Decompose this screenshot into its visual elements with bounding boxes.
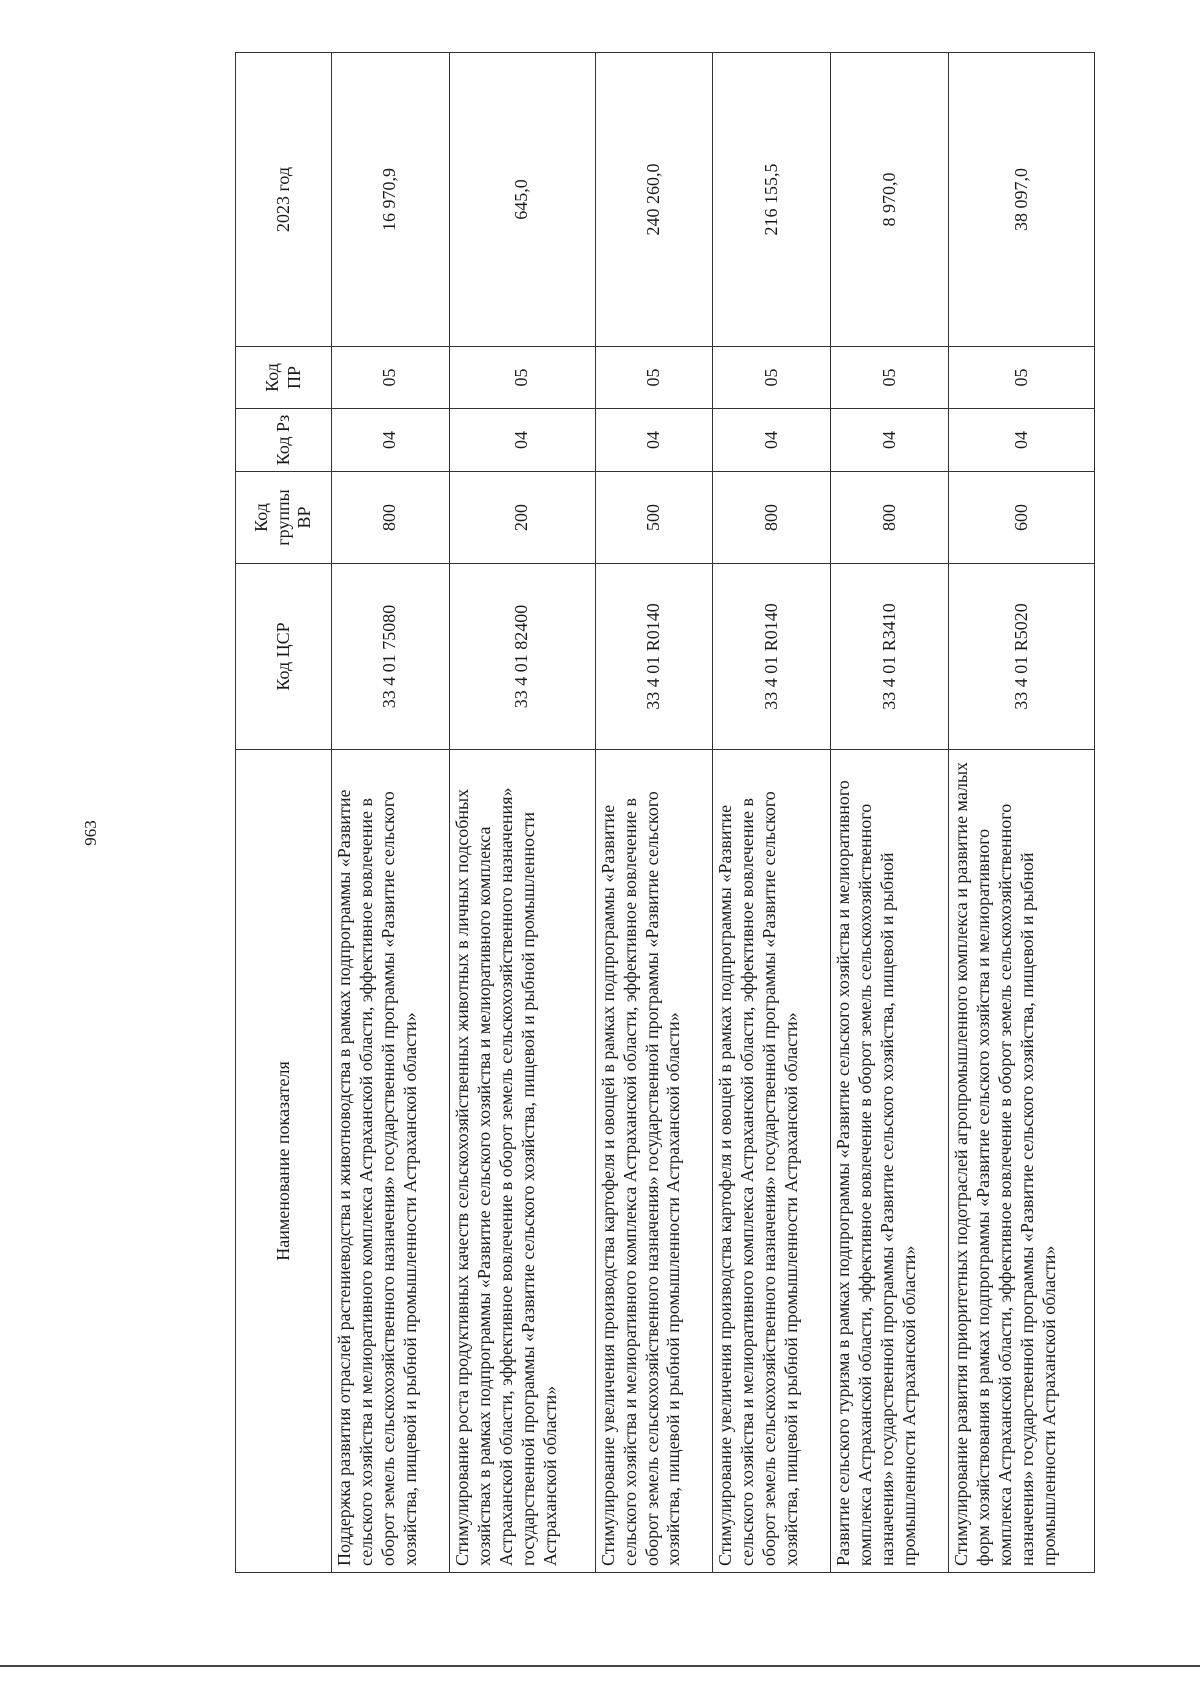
vr-group-cell: 800: [332, 472, 450, 564]
table-row: [713, 53, 831, 1573]
table-row: [449, 53, 595, 1573]
page-number: 963: [81, 820, 100, 846]
vr-group-cell: 200: [449, 472, 595, 564]
amount-2023-cell: 645,0: [449, 53, 595, 347]
rz-code-cell: 04: [332, 409, 450, 472]
header-csr-code: Код ЦСР: [236, 564, 332, 750]
csr-code-cell: 33 4 01 R0140: [713, 564, 831, 750]
amount-2023-cell: 240 260,0: [595, 53, 713, 347]
indicator-name-cell: Стимулирование развития приоритетных подотраслей агропромышленного комплекса и развитие малых форм хозяйствования в рамках подпрограммы «Развитие сельского хозяйства и мелиоративного комплекса Астраханской области, эффективное вовлечение в оборот земель сельскохозяйственного назначения» государственной программы «Развитие сельского хозяйства, пищевой и рыбной промышленности Астраханской области»: [949, 750, 1095, 1573]
vr-group-cell: 800: [713, 472, 831, 564]
csr-code-cell: 33 4 01 82400: [449, 564, 595, 750]
header-indicator-name: Наименование показателя: [236, 750, 332, 1573]
pr-code-cell: 05: [949, 347, 1095, 409]
indicator-name-cell: Стимулирование увеличения производства картофеля и овощей в рамках подпрограммы «Развитие сельского хозяйства и мелиоративного комплекса Астраханской области, эффективное вовлечение в оборот земель сельскохозяйственного назначения» государственной программы «Развитие сельского хозяйства, пищевой и рыбной промышленности Астраханской области»: [713, 750, 831, 1573]
vr-group-cell: 500: [595, 472, 713, 564]
csr-code-cell: 33 4 01 75080: [332, 564, 450, 750]
pr-code-cell: 05: [595, 347, 713, 409]
pr-code-cell: 05: [449, 347, 595, 409]
rz-code-cell: 04: [595, 409, 713, 472]
pr-code-cell: 05: [332, 347, 450, 409]
indicator-name-cell: Развитие сельского туризма в рамках подпрограммы «Развитие сельского хозяйства и мелиоративного комплекса Астраханской области, эффективное вовлечение в оборот земель сельскохозяйственного назначения» государственной программы «Развитие сельского хозяйства, пищевой и рыбной промышленности Астраханской области»: [831, 750, 949, 1573]
pr-code-cell: 05: [831, 347, 949, 409]
rz-code-cell: 04: [949, 409, 1095, 472]
header-year-2023: 2023 год: [236, 53, 332, 347]
table-row: [332, 53, 450, 1573]
vr-group-cell: 600: [949, 472, 1095, 564]
rz-code-cell: 04: [449, 409, 595, 472]
page-bottom-rule: [0, 1665, 1200, 1667]
indicator-name-cell: Поддержка развития отраслей растениеводства и животноводства в рамках подпрограммы «Развитие сельского хозяйства и мелиоративного комплекса Астраханской области, эффективное вовлечение в оборот земель сельскохозяйственного назначения» государственной программы «Развитие сельского хозяйства, пищевой и рыбной промышленности Астраханской области»: [332, 750, 450, 1573]
table-header-row: [236, 53, 332, 1573]
amount-2023-cell: 16 970,9: [332, 53, 450, 347]
rz-code-cell: 04: [831, 409, 949, 472]
table-row: [595, 53, 713, 1573]
rz-code-cell: 04: [713, 409, 831, 472]
pr-code-cell: 05: [713, 347, 831, 409]
amount-2023-cell: 8 970,0: [831, 53, 949, 347]
table-row: [831, 53, 949, 1573]
indicator-name-cell: Стимулирование роста продуктивных качеств сельскохозяйственных животных в личных подсобных хозяйствах в рамках подпрограммы «Развитие сельского хозяйства и мелиоративного комплекса Астраханской области, эффективное вовлечение в оборот земель сельскохозяйственного назначения» государственной программы «Развитие сельского хозяйства, пищевой и рыбной промышленности Астраханской области»: [449, 750, 595, 1573]
budget-table: [235, 52, 1095, 1573]
csr-code-cell: 33 4 01 R0140: [595, 564, 713, 750]
table-row: [949, 53, 1095, 1573]
header-vr-group-code: Код группы ВР: [236, 472, 332, 564]
csr-code-cell: 33 4 01 R3410: [831, 564, 949, 750]
vr-group-cell: 800: [831, 472, 949, 564]
amount-2023-cell: 216 155,5: [713, 53, 831, 347]
indicator-name-cell: Стимулирование увеличения производства картофеля и овощей в рамках подпрограммы «Развитие сельского хозяйства и мелиоративного комплекса Астраханской области, эффективное вовлечение в оборот земель сельскохозяйственного назначения» государственной программы «Развитие сельского хозяйства, пищевой и рыбной промышленности Астраханской области»: [595, 750, 713, 1573]
csr-code-cell: 33 4 01 R5020: [949, 564, 1095, 750]
header-pr-code: Код ПР: [236, 347, 332, 409]
header-rz-code: Код Рз: [236, 409, 332, 472]
budget-table-wrapper: [235, 53, 1095, 1573]
amount-2023-cell: 38 097,0: [949, 53, 1095, 347]
